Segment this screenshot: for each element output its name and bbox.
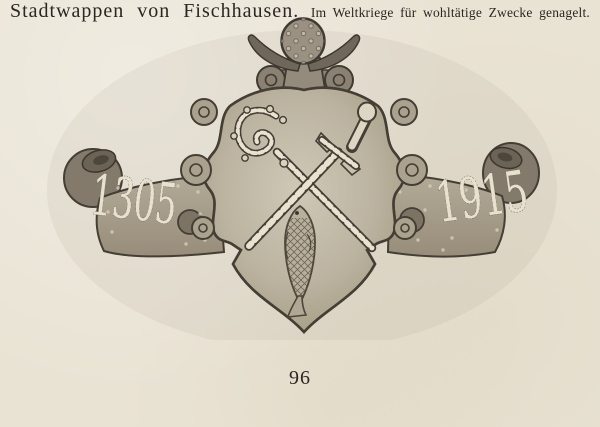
crest-ornament [248,19,359,97]
page-number: 96 [289,367,311,389]
caption-subtitle: Im Weltkriege für wohltätige Zwecke genagelt. [310,5,590,20]
right-banner-year: 1915 [431,151,583,237]
sword-pommel [358,103,376,122]
left-banner-year: 1305 [87,163,237,245]
fish-eye [295,211,299,215]
figure-caption [0,0,600,23]
caption-title: Stadtwappen von Fischhausen. [10,0,300,22]
